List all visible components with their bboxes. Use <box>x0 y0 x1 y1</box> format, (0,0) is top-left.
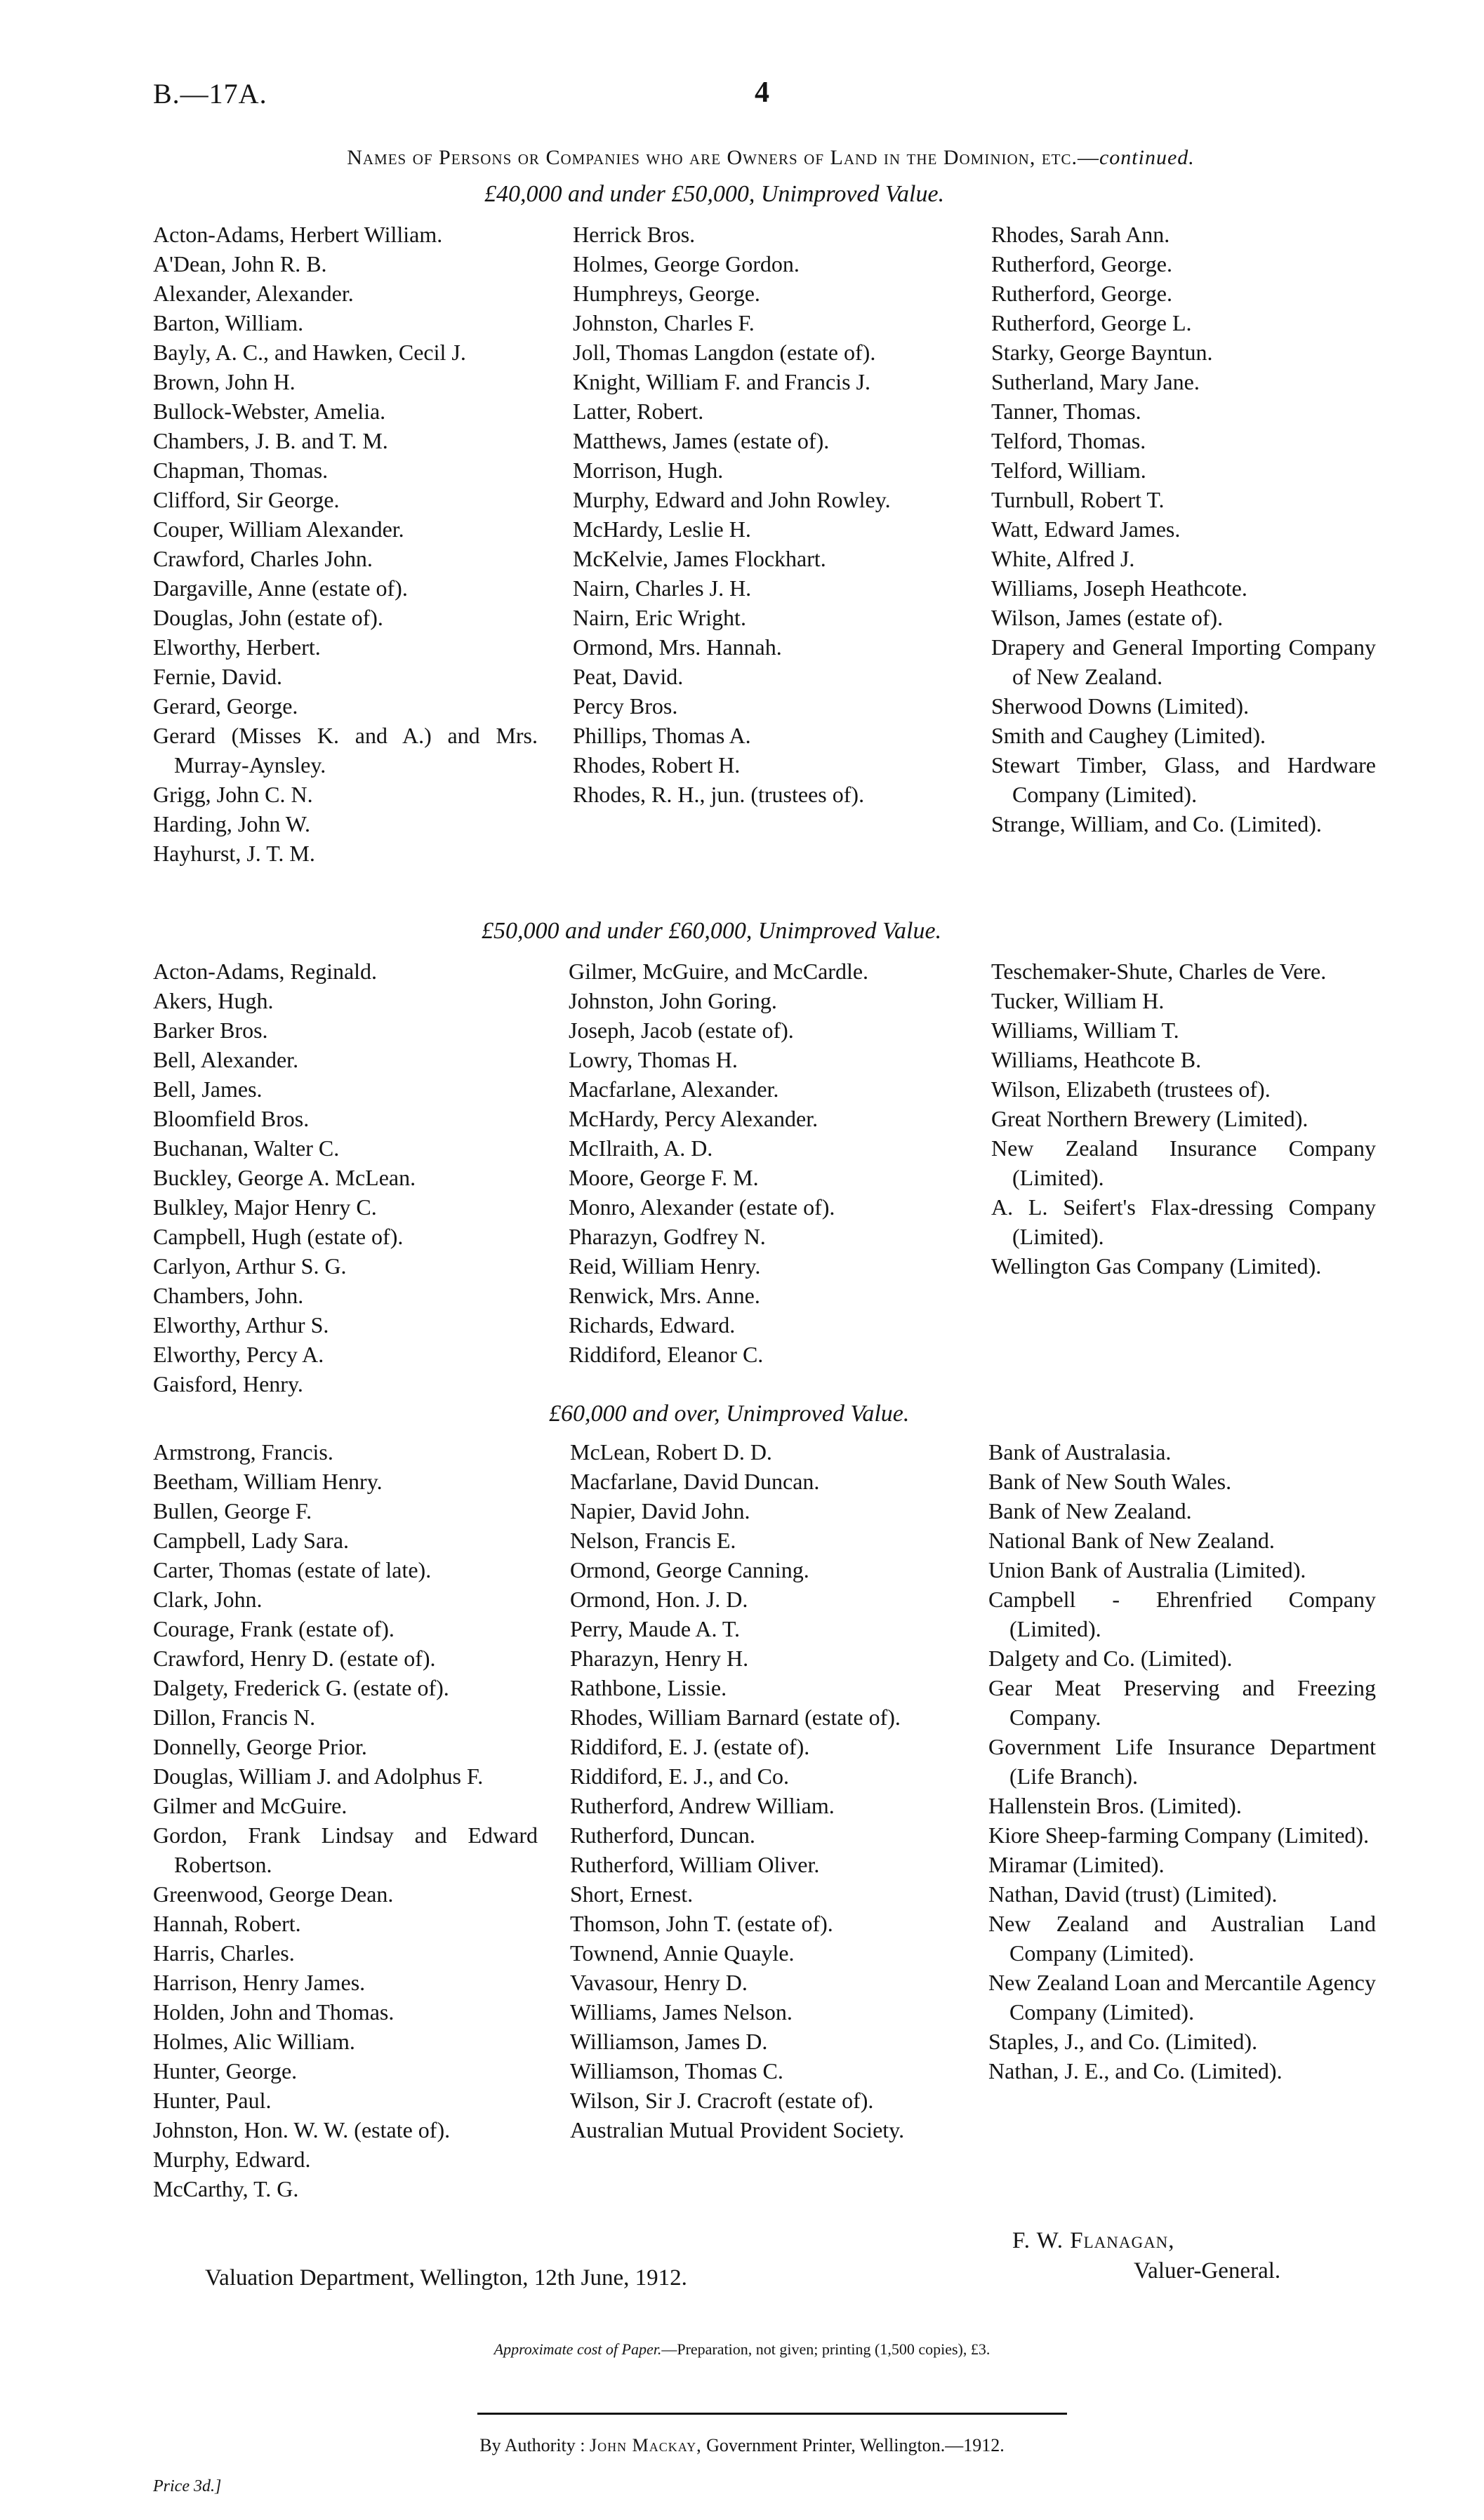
owner-entry: Ormond, George Canning. <box>570 1557 809 1582</box>
owner-entry: Joseph, Jacob (estate of). <box>569 1018 794 1043</box>
owner-entry: Nathan, J. E., and Co. (Limited). <box>988 2058 1283 2084</box>
section-heading-40k: £40,000 and under £50,000, Unimproved Value. <box>484 181 945 207</box>
owner-entry: Buckley, George A. McLean. <box>153 1165 416 1190</box>
owner-entry: Beetham, William Henry. <box>153 1469 383 1494</box>
owner-entry: Chambers, John. <box>153 1283 304 1308</box>
owner-entry: Bank of New Zealand. <box>988 1498 1192 1524</box>
owner-entry: Kiore Sheep-farming Company (Limited). <box>988 1822 1370 1848</box>
signature-name: F. W. Flanagan, <box>1012 2228 1175 2253</box>
owner-entry: Campbell, Lady Sara. <box>153 1528 350 1553</box>
section-heading-60k: £60,000 and over, Unimproved Value. <box>549 1401 910 1427</box>
owner-entry: McHardy, Leslie H. <box>573 516 751 542</box>
owner-entry: Elworthy, Arthur S. <box>153 1312 329 1338</box>
owner-entry: White, Alfred J. <box>991 546 1135 571</box>
owner-entry: Holmes, George Gordon. <box>573 251 800 276</box>
owner-entry: Armstrong, Francis. <box>153 1439 333 1465</box>
section-50k-column-3 <box>991 956 1376 1281</box>
owner-entry: Johnston, Charles F. <box>573 310 755 335</box>
owner-entry: Holmes, Alic William. <box>153 2029 355 2054</box>
owner-entry: Chapman, Thomas. <box>153 458 329 483</box>
owner-entry: Pharazyn, Henry H. <box>570 1646 749 1671</box>
owner-entry: Union Bank of Australia (Limited). <box>988 1557 1306 1582</box>
owner-entry: McLean, Robert D. D. <box>570 1439 772 1465</box>
owner-entry: Bloomfield Bros. <box>153 1106 310 1131</box>
owner-entry: Rutherford, William Oliver. <box>570 1852 820 1877</box>
owner-entry: Courage, Frank (estate of). <box>153 1616 395 1641</box>
owner-entry: Ormond, Hon. J. D. <box>570 1587 748 1612</box>
owner-entry: Great Northern Brewery (Limited). <box>991 1106 1309 1131</box>
owner-entry: Short, Ernest. <box>570 1881 694 1907</box>
owner-entry: McIlraith, A. D. <box>569 1135 713 1161</box>
owner-entry: Rhodes, Sarah Ann. <box>991 222 1170 247</box>
owner-entry: Campbell, Hugh (estate of). <box>153 1224 404 1249</box>
owner-entry: Hunter, George. <box>153 2058 298 2084</box>
owner-entry: Elworthy, Percy A. <box>153 1342 324 1367</box>
cost-text: —Preparation, not given; printing (1,500 copies), £3. <box>661 2340 991 2358</box>
owner-entry: Knight, William F. and Francis J. <box>573 369 870 394</box>
owner-entry: Sherwood Downs (Limited). <box>991 693 1250 719</box>
owner-entry: Starky, George Bayntun. <box>991 340 1213 365</box>
owner-entry: Townend, Annie Quayle. <box>570 1940 795 1966</box>
authority-prefix: By Authority : <box>479 2435 585 2455</box>
owner-entry: Williams, William T. <box>991 1018 1179 1043</box>
owner-entry: Hayhurst, J. T. M. <box>153 841 315 866</box>
owner-entry: Bank of New South Wales. <box>988 1469 1232 1494</box>
owner-entry: Staples, J., and Co. (Limited). <box>988 2029 1258 2054</box>
owner-entry: Bank of Australasia. <box>988 1439 1172 1465</box>
owner-entry: New Zealand Loan and Mercantile Agency Company (Limited). <box>988 1970 1376 2025</box>
authority-line <box>0 2435 1484 2456</box>
owner-entry: Dalgety, Frederick G. (estate of). <box>153 1675 449 1700</box>
owner-entry: Murphy, Edward and John Rowley. <box>573 487 891 512</box>
owner-entry: Stewart Timber, Glass, and Hardware Company (Limited). <box>991 752 1376 807</box>
owner-entry: Joll, Thomas Langdon (estate of). <box>573 340 876 365</box>
owner-entry: Rutherford, George. <box>991 251 1172 276</box>
owner-entry: Rutherford, George L. <box>991 310 1192 335</box>
owner-entry: Tucker, William H. <box>991 988 1165 1013</box>
owner-entry: Hallenstein Bros. (Limited). <box>988 1793 1242 1818</box>
owner-entry: Thomson, John T. (estate of). <box>570 1911 833 1936</box>
owner-entry: Chambers, J. B. and T. M. <box>153 428 388 453</box>
owner-entry: Douglas, William J. and Adolphus F. <box>153 1764 484 1789</box>
owner-entry: Hannah, Robert. <box>153 1911 301 1936</box>
section-40k-column-2 <box>573 220 956 809</box>
owner-entry: Gear Meat Preserving and Freezing Company. <box>988 1675 1376 1730</box>
footer-divider <box>477 2413 1067 2415</box>
owner-entry: Johnston, John Goring. <box>569 988 777 1013</box>
owner-entry: Williams, Heathcote B. <box>991 1047 1202 1072</box>
owner-entry: Telford, Thomas. <box>991 428 1146 453</box>
date-line: Valuation Department, Wellington, 12th June, 1912. <box>205 2265 687 2291</box>
owner-entry: McHardy, Percy Alexander. <box>569 1106 819 1131</box>
owner-entry: Acton-Adams, Reginald. <box>153 959 378 984</box>
owner-entry: Campbell - Ehrenfried Company (Limited). <box>988 1587 1376 1641</box>
owner-entry: Smith and Caughey (Limited). <box>991 723 1266 748</box>
page-title <box>153 146 1389 170</box>
owner-entry: Harding, John W. <box>153 811 310 836</box>
owner-entry: Crawford, Charles John. <box>153 546 373 571</box>
owner-entry: Barton, William. <box>153 310 304 335</box>
owner-entry: National Bank of New Zealand. <box>988 1528 1275 1553</box>
owner-entry: Douglas, John (estate of). <box>153 605 383 630</box>
owner-entry: Richards, Edward. <box>569 1312 736 1338</box>
owner-entry: Rhodes, William Barnard (estate of). <box>570 1705 901 1730</box>
owner-entry: Watt, Edward James. <box>991 516 1181 542</box>
owner-entry: Gaisford, Henry. <box>153 1371 303 1396</box>
owner-entry: Wilson, Sir J. Cracroft (estate of). <box>570 2088 874 2113</box>
owner-entry: Rhodes, Robert H. <box>573 752 741 778</box>
section-60k-column-3 <box>988 1437 1376 2086</box>
section-60k-column-1 <box>153 1437 538 2204</box>
owner-entry: Bell, Alexander. <box>153 1047 299 1072</box>
owner-entry: Dalgety and Co. (Limited). <box>988 1646 1233 1671</box>
owner-entry: Renwick, Mrs. Anne. <box>569 1283 760 1308</box>
owner-entry: Bell, James. <box>153 1076 263 1102</box>
owner-entry: Riddiford, Eleanor C. <box>569 1342 764 1367</box>
section-heading-50k: £50,000 and under £60,000, Unimproved Value. <box>482 918 942 944</box>
cost-label: Approximate cost of Paper. <box>493 2340 662 2358</box>
owner-entry: Vavasour, Henry D. <box>570 1970 748 1995</box>
owner-entry: Gilmer and McGuire. <box>153 1793 347 1818</box>
owner-entry: Humphreys, George. <box>573 281 760 306</box>
owner-entry: A'Dean, John R. B. <box>153 251 327 276</box>
document-reference: B.—17A. <box>153 78 267 109</box>
owner-entry: Perry, Maude A. T. <box>570 1616 741 1641</box>
owner-entry: Gerard, George. <box>153 693 298 719</box>
owner-entry: Akers, Hugh. <box>153 988 274 1013</box>
section-50k-column-1 <box>153 956 538 1399</box>
owner-entry: Sutherland, Mary Jane. <box>991 369 1200 394</box>
owner-entry: McKelvie, James Flockhart. <box>573 546 826 571</box>
owner-entry: Holden, John and Thomas. <box>153 1999 395 2025</box>
owner-entry: Donnelly, George Prior. <box>153 1734 367 1759</box>
owner-entry: Acton-Adams, Herbert William. <box>153 222 443 247</box>
owner-entry: Nelson, Francis E. <box>570 1528 736 1553</box>
owner-entry: Crawford, Henry D. (estate of). <box>153 1646 436 1671</box>
owner-entry: Turnbull, Robert T. <box>991 487 1165 512</box>
owner-entry: Carter, Thomas (estate of late). <box>153 1557 432 1582</box>
owner-entry: Macfarlane, Alexander. <box>569 1076 779 1102</box>
owner-entry: Pharazyn, Godfrey N. <box>569 1224 766 1249</box>
owner-entry: Nairn, Eric Wright. <box>573 605 746 630</box>
owner-entry: Barker Bros. <box>153 1018 268 1043</box>
owner-entry: Williamson, James D. <box>570 2029 768 2054</box>
owner-entry: Latter, Robert. <box>573 399 704 424</box>
owner-entry: Napier, David John. <box>570 1498 750 1524</box>
owner-entry: Australian Mutual Provident Society. <box>570 2117 905 2142</box>
owner-entry: Fernie, David. <box>153 664 282 689</box>
section-60k-column-2 <box>570 1437 958 2145</box>
owner-entry: Nairn, Charles J. H. <box>573 575 752 601</box>
owner-entry: Nathan, David (trust) (Limited). <box>988 1881 1278 1907</box>
owner-entry: Riddiford, E. J., and Co. <box>570 1764 789 1789</box>
owner-entry: Alexander, Alexander. <box>153 281 354 306</box>
owner-entry: Drapery and General Importing Company of New Zealand. <box>991 634 1376 689</box>
owner-entry: Matthews, James (estate of). <box>573 428 830 453</box>
owner-entry: Harris, Charles. <box>153 1940 295 1966</box>
owner-entry: Gilmer, McGuire, and McCardle. <box>569 959 869 984</box>
owner-entry: New Zealand and Australian Land Company (Limited). <box>988 1911 1376 1966</box>
authority-printer: John Mackay, <box>590 2435 702 2455</box>
owner-entry: Morrison, Hugh. <box>573 458 724 483</box>
authority-suffix: Government Printer, Wellington.—1912. <box>706 2435 1005 2455</box>
price-note: Price 3d.] <box>153 2477 222 2495</box>
owner-entry: Brown, John H. <box>153 369 296 394</box>
owner-entry: Murphy, Edward. <box>153 2147 311 2172</box>
owner-entry: Rutherford, George. <box>991 281 1172 306</box>
owner-entry: Greenwood, George Dean. <box>153 1881 394 1907</box>
owner-entry: Strange, William, and Co. (Limited). <box>991 811 1322 836</box>
owner-entry: Dillon, Francis N. <box>153 1705 316 1730</box>
owner-entry: Wilson, Elizabeth (trustees of). <box>991 1076 1271 1102</box>
cost-note <box>0 2340 1484 2359</box>
owner-entry: Buchanan, Walter C. <box>153 1135 340 1161</box>
owner-entry: Moore, George F. M. <box>569 1165 759 1190</box>
owner-entry: Bullock-Webster, Amelia. <box>153 399 386 424</box>
owner-entry: Government Life Insurance Department (Life Branch). <box>988 1734 1376 1789</box>
owner-entry: Grigg, John C. N. <box>153 782 313 807</box>
owner-entry: Hunter, Paul. <box>153 2088 272 2113</box>
owner-entry: Riddiford, E. J. (estate of). <box>570 1734 810 1759</box>
owner-entry: Rathbone, Lissie. <box>570 1675 727 1700</box>
owner-entry: Williams, James Nelson. <box>570 1999 793 2025</box>
owner-entry: Phillips, Thomas A. <box>573 723 751 748</box>
owner-entry: Macfarlane, David Duncan. <box>570 1469 820 1494</box>
owner-entry: Wilson, James (estate of). <box>991 605 1224 630</box>
owner-entry: Williamson, Thomas C. <box>570 2058 783 2084</box>
owner-entry: Miramar (Limited). <box>988 1852 1165 1877</box>
owner-entry: Lowry, Thomas H. <box>569 1047 738 1072</box>
owner-entry: McCarthy, T. G. <box>153 2176 299 2201</box>
section-40k-column-1 <box>153 220 538 868</box>
owner-entry: Bulkley, Major Henry C. <box>153 1194 377 1220</box>
owner-entry: Couper, William Alexander. <box>153 516 404 542</box>
owner-entry: Carlyon, Arthur S. G. <box>153 1253 347 1279</box>
signature-title: Valuer-General. <box>1134 2258 1281 2284</box>
owner-entry: Rutherford, Andrew William. <box>570 1793 835 1818</box>
section-40k-column-3 <box>991 220 1376 839</box>
owner-entry: Gordon, Frank Lindsay and Edward Robertson. <box>153 1822 538 1877</box>
owner-entry: Clark, John. <box>153 1587 263 1612</box>
page-title-continued: continued. <box>1099 146 1195 169</box>
owner-entry: Telford, William. <box>991 458 1146 483</box>
section-50k-column-2 <box>569 956 959 1369</box>
owner-entry: Monro, Alexander (estate of). <box>569 1194 835 1220</box>
owner-entry: Herrick Bros. <box>573 222 696 247</box>
owner-entry: Clifford, Sir George. <box>153 487 340 512</box>
owner-entry: Ormond, Mrs. Hannah. <box>573 634 782 660</box>
owner-entry: Wellington Gas Company (Limited). <box>991 1253 1322 1279</box>
owner-entry: Dargaville, Anne (estate of). <box>153 575 408 601</box>
owner-entry: Teschemaker-Shute, Charles de Vere. <box>991 959 1327 984</box>
owner-entry: Elworthy, Herbert. <box>153 634 321 660</box>
owner-entry: Percy Bros. <box>573 693 678 719</box>
owner-entry: A. L. Seifert's Flax-dressing Company (Limited). <box>991 1194 1376 1249</box>
owner-entry: Rutherford, Duncan. <box>570 1822 755 1848</box>
owner-entry: Reid, William Henry. <box>569 1253 761 1279</box>
owner-entry: Harrison, Henry James. <box>153 1970 366 1995</box>
owner-entry: Gerard (Misses K. and A.) and Mrs. Murray-Aynsley. <box>153 723 538 778</box>
owner-entry: Williams, Joseph Heathcote. <box>991 575 1247 601</box>
page-number: 4 <box>755 76 769 109</box>
owner-entry: Peat, David. <box>573 664 684 689</box>
owner-entry: Tanner, Thomas. <box>991 399 1141 424</box>
owner-entry: New Zealand Insurance Company (Limited). <box>991 1135 1376 1190</box>
owner-entry: Bullen, George F. <box>153 1498 312 1524</box>
owner-entry: Rhodes, R. H., jun. (trustees of). <box>573 782 865 807</box>
owner-entry: Bayly, A. C., and Hawken, Cecil J. <box>153 340 466 365</box>
owner-entry: Johnston, Hon. W. W. (estate of). <box>153 2117 451 2142</box>
page-title-text: Names of Persons or Companies who are Owners of Land in the Dominion, etc.— <box>347 146 1099 169</box>
